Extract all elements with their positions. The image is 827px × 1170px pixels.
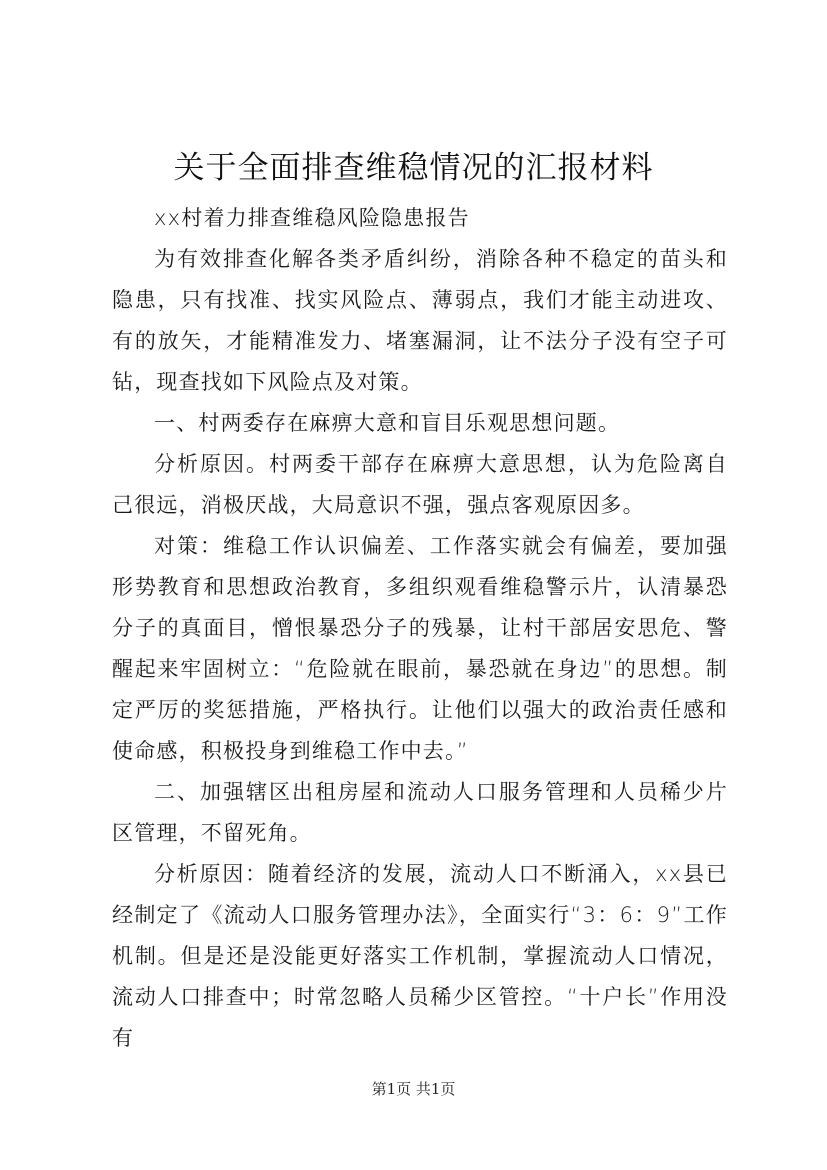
paragraph-section-two-analysis: 分析原因：随着经济的发展，流动人口不断涌入，xx县已经制定了《流动人口服务管理办法》，全面实行“3：6：9”工作机制。但是还是没能更好落实工作机制，掌握流动人口情况，流动人口排查中；时常忽略人员稀少区管控。“十户长”作用没有 (112, 862, 728, 1050)
paragraph-report-heading: xx村着力排查维稳风险隐患报告 (154, 206, 470, 230)
paragraph-intro: 为有效排查化解各类矛盾纠纷，消除各种不稳定的苗头和隐患，只有找准、找实风险点、薄弱点，我们才能主动进攻、有的放矢，才能精准发力、堵塞漏洞，让不法分子没有空子可钻，现查找如下风险点及对策。 (112, 247, 728, 394)
paragraph-section-two-heading: 二、加强辖区出租房屋和流动人口服务管理和人员稀少片区管理，不留死角。 (112, 780, 728, 845)
paragraph-section-one-countermeasure: 对策：维稳工作认识偏差、工作落实就会有偏差，要加强形势教育和思想政治教育，多组织观看维稳警示片，认清暴恐分子的真面目，憎恨暴恐分子的残暴，让村干部居安思危、警醒起来牢固树立：“危险就在眼前，暴恐就在身边”的思想。制定严厉的奖惩措施，严格执行。让他们以强大的政治责任感和使命感，积极投身到维稳工作中去。” (112, 534, 728, 763)
page-footer: 第1页 共1页 (371, 1080, 456, 1098)
document-title: 关于全面排查维稳情况的汇报材料 (173, 150, 654, 186)
paragraph-section-one-heading: 一、村两委存在麻痹大意和盲目乐观思想问题。 (154, 411, 621, 435)
document-body (112, 198, 728, 1059)
paragraph-section-one-analysis: 分析原因。村两委干部存在麻痹大意思想，认为危险离自己很远，消极厌战，大局意识不强，强点客观原因多。 (112, 452, 728, 517)
